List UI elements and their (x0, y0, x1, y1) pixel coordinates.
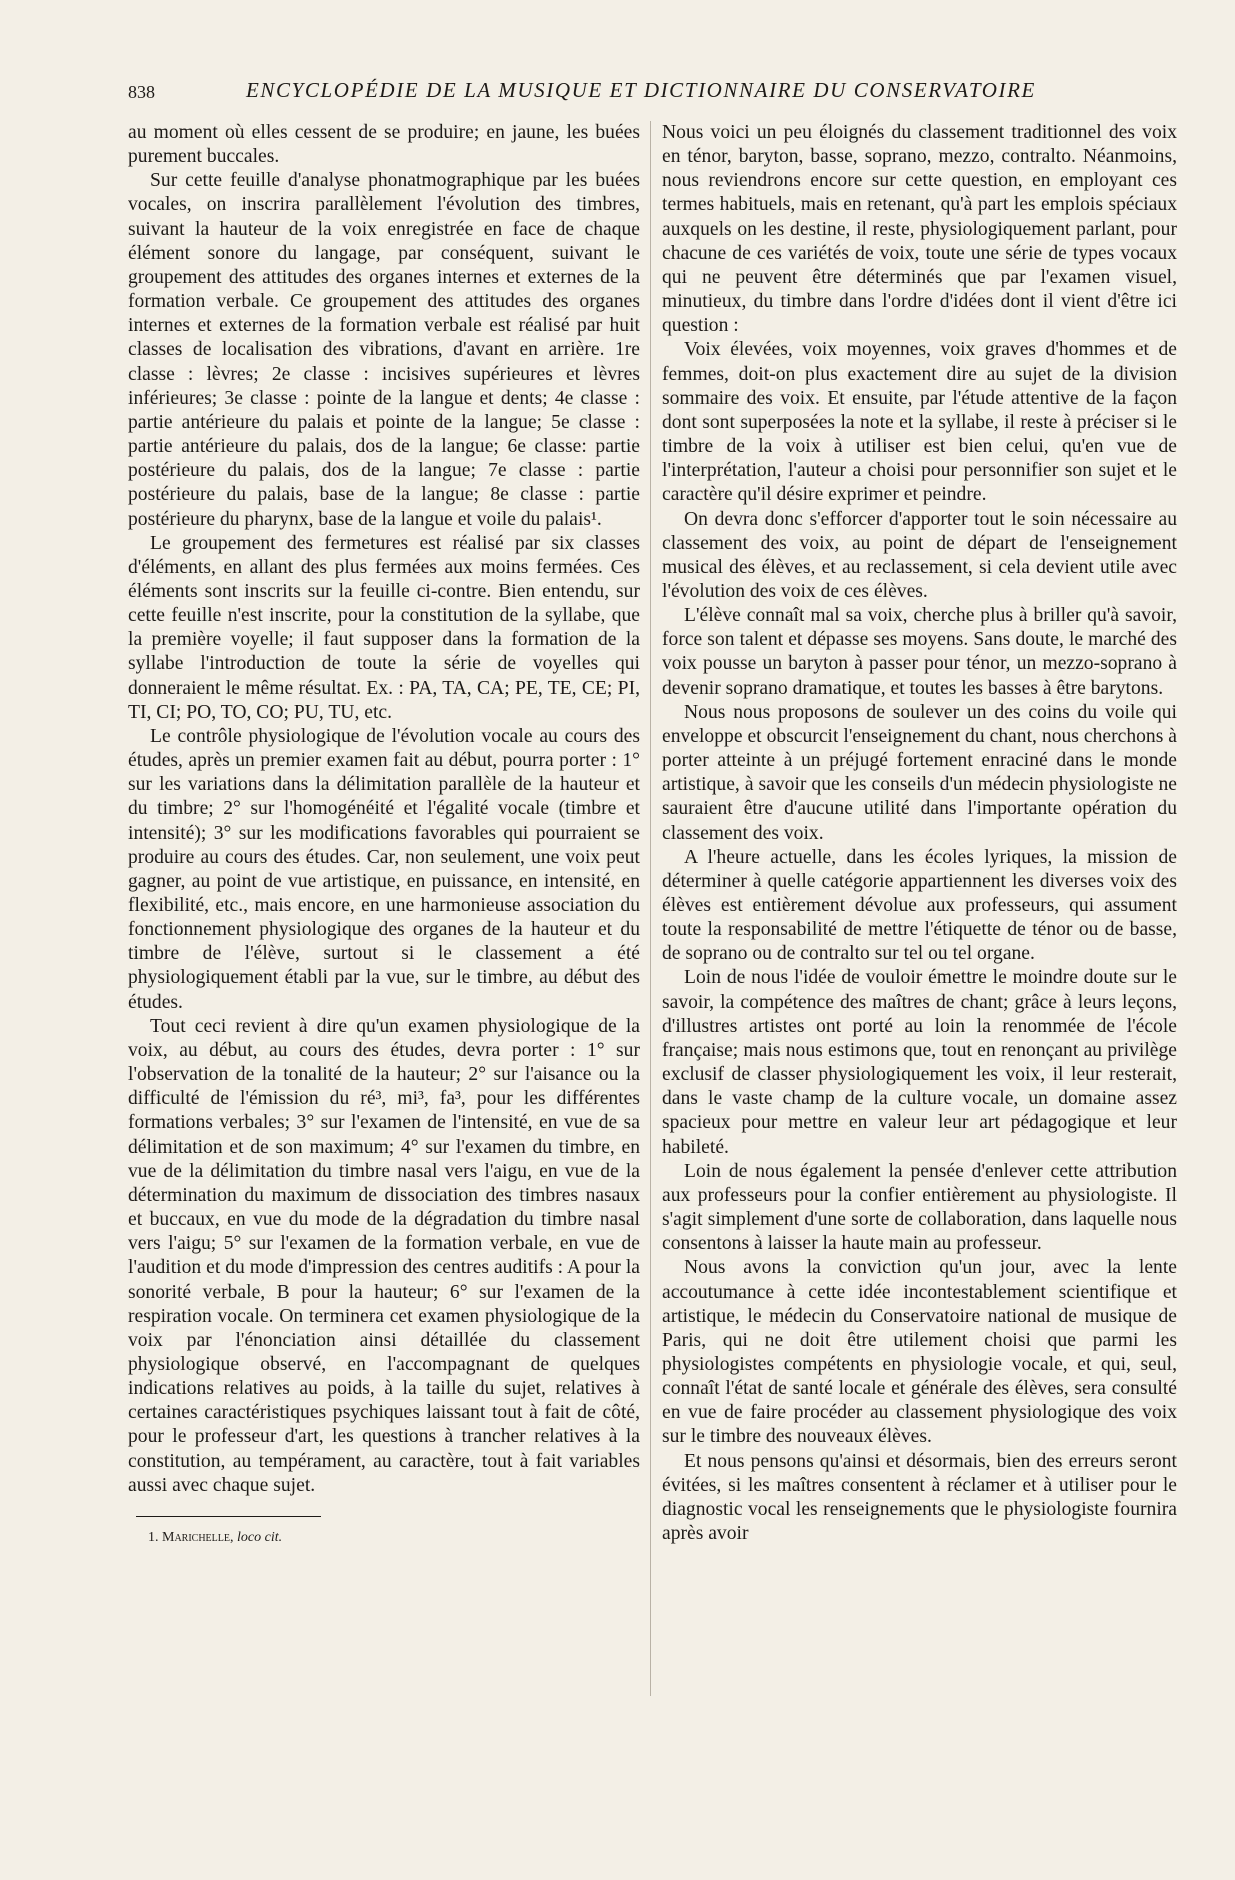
paragraph: Tout ceci revient à dire qu'un examen physiologique de la voix, au début, au cours des études, devra porter : 1° sur l'observation de la tonalité de la hauteur; 2° sur l'aisance ou la difficulté de l'émission du ré³, mi³, fa³, pour les différentes formations verbales; 3° sur l'examen de l'intensité, en vue de sa délimitation et de son maximum; 4° sur l'examen du timbre, en vue de la délimitation du timbre nasal vers l'aigu, en vue de la détermination du maximum de dissociation des timbres nasaux et buccaux, en vue du mode de la dégradation du timbre nasal vers l'aigu; 5° sur l'examen de la formation verbale, en vue de l'audition et du mode d'impression des centres auditifs : A pour la sonorité verbale, B pour la hauteur; 6° sur l'examen de la respiration vocale. On terminera cet examen physiologique de la voix par l'énonciation ainsi détaillée du classement physiologique observé, en l'accompagnant de quelques indications relatives au poids, à la taille du sujet, relatives à certaines caractéristiques psychiques laissant tout à fait de côté, pour le professeur d'art, les questions à trancher relatives à la constitution, au tempérament, au caractère, tout à fait variables aussi avec chaque sujet. (128, 1015, 640, 1496)
footnote (148, 1529, 640, 1547)
column-divider (650, 121, 651, 1696)
page-header (128, 78, 1128, 108)
paragraph: Le contrôle physiologique de l'évolution vocale au cours des études, après un premier examen fait au début, pourra porter : 1° sur les variations dans la délimitation parallèle de la hauteur et du timbre; 2° sur l'homogénéité et l'égalité vocale (timbre et intensité); 3° sur les modifications favorables qui pourraient se produire au cours des études. Car, non seulement, une voix peut gagner, au point de vue artistique, en puissance, en intensité, en flexibilité, etc., mais encore, en une harmonieuse association du fonctionnement physiologique des organes de la hauteur et du timbre de l'élève, surtout si le classement a été physiologiquement établi par la vue, sur le timbre, au début des études. (128, 725, 640, 1013)
paragraph: Le groupement des fermetures est réalisé par six classes d'éléments, en allant des plus fermées aux moins fermées. Ces éléments sont inscrits sur la feuille ci-contre. Bien entendu, sur cette feuille n'est inscrite, pour la constitution de la syllabe, que la première voyelle; il faut supposer dans la formation de la syllabe l'introduction de toute la série de voyelles qui donneraient le même résultat. Ex. : PA, TA, CA; PE, TE, CE; PI, TI, CI; PO, TO, CO; PU, TU, etc. (128, 532, 640, 723)
paragraph: Nous avons la conviction qu'un jour, avec la lente accoutumance à cette idée incontestablement scientifique et artistique, le médecin du Conservatoire national de musique de Paris, qui ne doit être utilement choisi que parmi les physiologistes compétents en physiologie vocale, et qui, seul, connaît l'état de santé locale et générale des élèves, sera consulté en vue de faire procéder au classement physiologique des voix sur le timbre des nouveaux élèves. (662, 1257, 1177, 1448)
left-column (128, 121, 640, 1547)
paragraph: Loin de nous également la pensée d'enlever cette attribution aux professeurs pour la confier entièrement au physiologiste. Il s'agit simplement d'une sorte de collaboration, dans laquelle nous consentons à laisser la haute main au professeur. (662, 1160, 1177, 1255)
running-title: ENCYCLOPÉDIE DE LA MUSIQUE ET DICTIONNAIRE DU CONSERVATOIRE (246, 78, 1036, 102)
footnote-divider (136, 1516, 321, 1517)
paragraph: Voix élevées, voix moyennes, voix graves d'hommes et de femmes, doit-on plus exactement dire au sujet de la division sommaire des voix. Et ensuite, par l'étude attentive de la façon dont sont superposées la note et la syllabe, il reste à préciser si le timbre de la voix à utiliser est bien celui, qu'en vue de l'interprétation, l'auteur a choisi pour personnifier son sujet et le caractère qu'il désire exprimer et peindre. (662, 339, 1177, 506)
footnote-author: Marichelle, (162, 1529, 234, 1545)
paragraph: A l'heure actuelle, dans les écoles lyriques, la mission de déterminer à quelle catégorie appartiennent les diverses voix des élèves est entièrement dévolue aux professeurs, qui assument toute la responsabilité de mettre l'étiquette de ténor ou de basse, de soprano ou de contralto sur tel ou tel organe. (662, 846, 1177, 965)
paragraph: Et nous pensons qu'ainsi et désormais, bien des erreurs seront évitées, si les maîtres consentent à réclamer et à utiliser pour le diagnostic vocal les renseignements que le physiologiste fournira après avoir (662, 1450, 1177, 1545)
right-column (662, 121, 1177, 1546)
paragraph: au moment où elles cessent de se produire; en jaune, les buées purement buccales. (128, 122, 640, 168)
page-number: 838 (128, 82, 155, 102)
paragraph: L'élève connaît mal sa voix, cherche plus à briller qu'à savoir, force son talent et dépasse ses moyens. Sans doute, le marché des voix pousse un baryton à passer pour ténor, un mezzo-soprano à devenir soprano dramatique, et toutes les basses à être barytons. (662, 605, 1177, 699)
paragraph: Nous nous proposons de soulever un des coins du voile qui enveloppe et obscurcit l'enseignement du chant, nous cherchons à porter atteinte à un préjugé fortement enraciné dans le monde artistique, à savoir que les conseils d'un médecin physiologiste ne sauraient être d'aucune utilité dans l'importante opération du classement des voix. (662, 701, 1177, 844)
footnote-reference: loco cit. (237, 1529, 283, 1545)
paragraph: Nous voici un peu éloignés du classement traditionnel des voix en ténor, baryton, basse, soprano, mezzo, contralto. Néanmoins, nous reviendrons encore sur cette question, en employant ces termes habituels, mais en retenant, qu'à part les emplois spéciaux auxquels on les destine, il reste, physiologiquement parlant, pour chacune de ces variétés de voix, toute une série de types vocaux qui ne peuvent être déterminés que par l'examen visuel, minutieux, du timbre dans l'ordre d'idées dont il vient d'être ici question : (662, 122, 1177, 337)
paragraph: Loin de nous l'idée de vouloir émettre le moindre doute sur le savoir, la compétence des maîtres de chant; grâce à leurs leçons, d'illustres artistes ont porté au loin la renommée de l'école française; mais nous estimons que, tout en renonçant au privilège exclusif de classer physiologiquement les voix, il leur resterait, dans le vaste champ de la culture vocale, un domaine assez spacieux pour mettre en valeur leur art pédagogique et leur habileté. (662, 967, 1177, 1158)
footnote-number: 1. (148, 1529, 159, 1545)
paragraph: Sur cette feuille d'analyse phonatmographique par les buées vocales, on inscrira parallèlement l'évolution des timbres, suivant la hauteur de la voix enregistrée en face de chaque élément sonore du langage, par conséquent, suivant le groupement des attitudes des organes internes et externes de la formation verbale. Ce groupement des attitudes des organes internes et externes de la formation verbale est réalisé par huit classes de localisation des vibrations, d'avant en arrière. 1re classe : lèvres; 2e classe : incisives supérieures et lèvres inférieures; 3e classe : pointe de la langue et dents; 4e classe : partie antérieure du palais et pointe de la langue; 5e classe : partie antérieure du palais, dos de la langue; 6e classe: partie postérieure du palais, dos de la langue; 7e classe : partie postérieure du palais, base de la langue; 8e classe : partie postérieure du pharynx, base de la langue et voile du palais¹. (128, 170, 640, 530)
paragraph: On devra donc s'efforcer d'apporter tout le soin nécessaire au classement des voix, au point de départ de l'enseignement musical des élèves, et au reclassement, si cela devient utile avec l'évolution des voix de ces élèves. (662, 508, 1177, 602)
